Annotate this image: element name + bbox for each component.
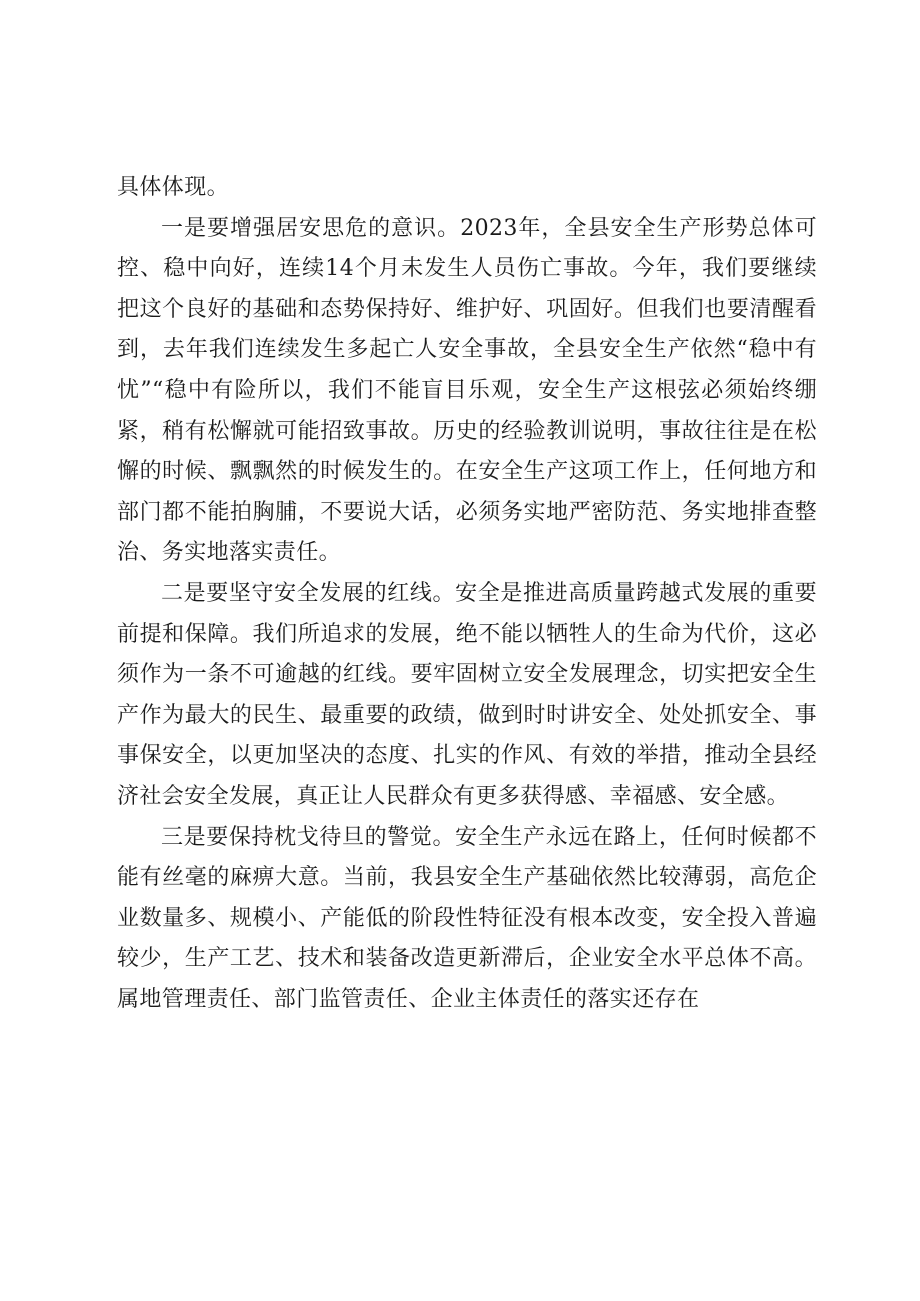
paragraph-vigilance-awareness: 一是要增强居安思危的意识。2023年，全县安全生产形势总体可控、稳中向好，连续14个月未发生人员伤亡事故。今年，我们要继续把这个良好的基础和态势保持好、维护好、巩固好。但我们也要清醒看到，去年我们连续发生多起亡人安全事故，全县安全生产依然“稳中有忧”“稳中有险所以，我们不能盲目乐观，安全生产这根弦必须始终绷紧，稍有松懈就可能招致事故。历史的经验教训说明，事故往往是在松懈的时候、飘飘然的时候发生的。在安全生产这项工作上，任何地方和部门都不能拍胸脯，不要说大话，必须务实地严密防范、务实地排查整治、务实地落实责任。 [117, 215, 817, 566]
document-body [117, 168, 817, 1020]
paragraph-continuation: 具体体现。 [117, 175, 230, 200]
paragraph-constant-alertness: 三是要保持枕戈待旦的警觉。安全生产永远在路上，任何时候都不能有丝毫的麻痹大意。当前，我县安全生产基础依然比较薄弱，高危企业数量多、规模小、产能低的阶段性特征没有根本改变，安全投入普遍较少，生产工艺、技术和装备改造更新滞后，企业安全水平总体不高。属地管理责任、部门监管责任、企业主体责任的落实还存在 [117, 824, 817, 1012]
paragraph-safety-red-line: 二是要坚守安全发展的红线。安全是推进高质量跨越式发展的重要前提和保障。我们所追求的发展，绝不能以牺牲人的生命为代价，这必须作为一条不可逾越的红线。要牢固树立安全发展理念，切实把安全生产作为最大的民生、最重要的政绩，做到时时讲安全、处处抓安全、事事保安全，以更加坚决的态度、扎实的作风、有效的举措，推动全县经济社会安全发展，真正让人民群众有更多获得感、幸福感、安全感。 [117, 580, 817, 809]
